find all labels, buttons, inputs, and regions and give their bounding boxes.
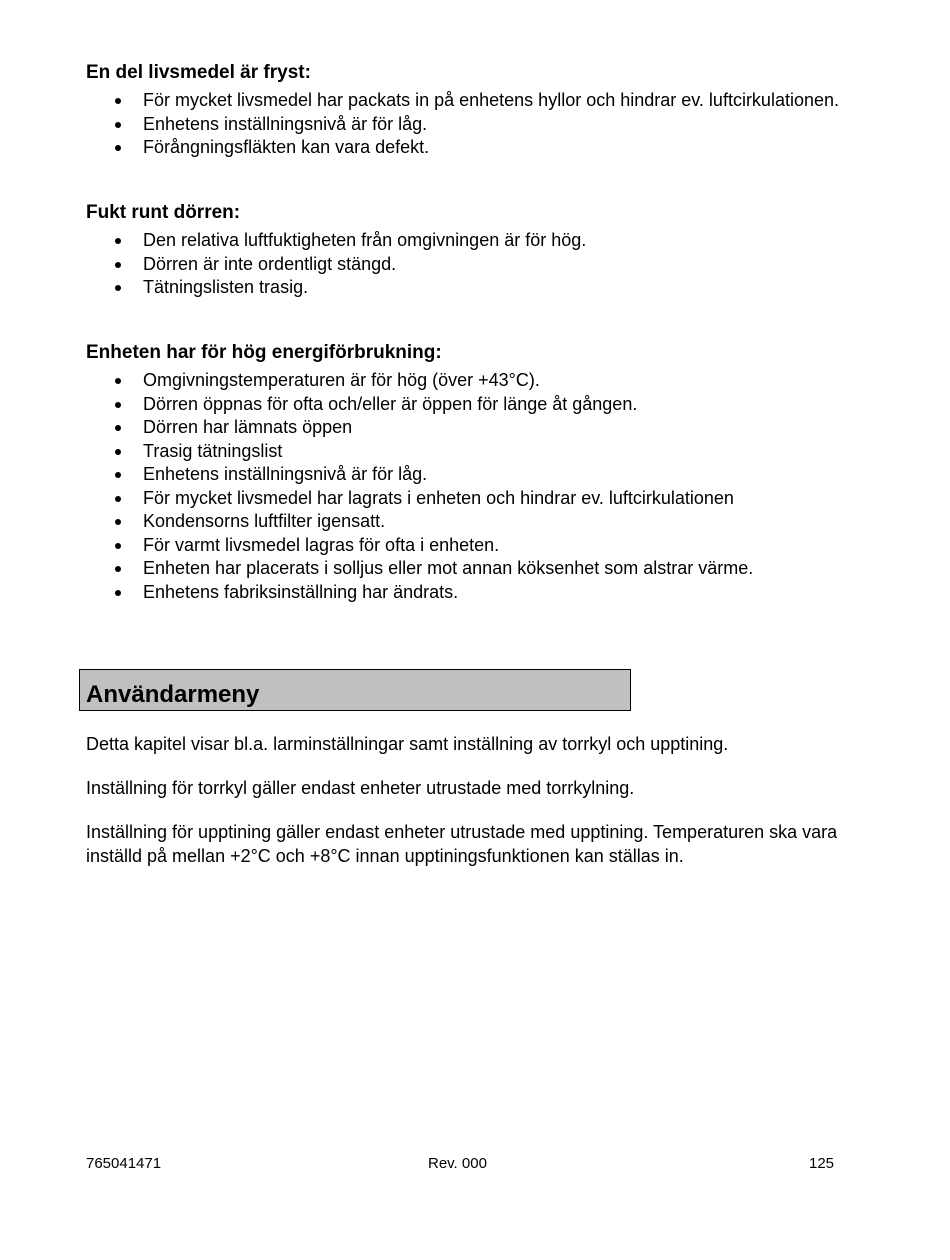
list-item (86, 393, 916, 417)
list-item (86, 253, 916, 277)
list-item (86, 276, 916, 300)
bullet-icon (115, 262, 121, 268)
bullet-icon (115, 145, 121, 151)
section-heading: En del livsmedel är fryst: (86, 62, 311, 83)
list-item-text: Kondensorns luftfilter igensatt. (143, 511, 386, 531)
chapter-paragraph: Inställning för upptining gäller endast enheter utrustade med upptining. Temperaturen ska vara inställd på mellan +2°C och +8°C innan upptiningsfunktionen kan ställas in. (86, 822, 838, 866)
list-item-text: Dörren har lämnats öppen (143, 417, 353, 437)
bullet-icon (115, 449, 121, 455)
list-item-text: Förångningsfläkten kan vara defekt. (143, 137, 430, 157)
list-item-text: Enheten har placerats i solljus eller mot annan köksenhet som alstrar värme. (143, 558, 754, 578)
bullet-icon (115, 98, 121, 104)
list-item-text: För mycket livsmedel har lagrats i enheten och hindrar ev. luftcirkulationen (143, 487, 734, 508)
bullet-icon (115, 566, 121, 572)
list-item-text: Enhetens inställningsnivå är för låg. (143, 464, 428, 484)
bullet-icon (115, 402, 121, 408)
list-item-text: Trasig tätningslist (143, 440, 283, 461)
list-item-text: För mycket livsmedel har packats in på enhetens hyllor och hindrar ev. luftcirkulationen. (143, 90, 839, 110)
footer-page-number: 125 (809, 1155, 835, 1172)
list-item-text: Dörren är inte ordentligt stängd. (143, 253, 397, 274)
list-item-text: För varmt livsmedel lagras för ofta i enheten. (143, 534, 500, 555)
section-heading: Fukt runt dörren: (86, 202, 241, 223)
list-item (86, 136, 916, 160)
list-item-text: Dörren öppnas för ofta och/eller är öppen för länge åt gången. (143, 393, 638, 414)
list-item (86, 416, 916, 440)
bullet-icon (115, 425, 121, 431)
section-heading: Enheten har för hög energiförbrukning: (86, 342, 442, 363)
list-item (86, 581, 916, 605)
list-item (86, 534, 916, 558)
bullet-icon (115, 590, 121, 596)
bullet-icon (115, 519, 121, 525)
section-moisture-door (86, 201, 916, 300)
chapter-heading-box (79, 669, 631, 711)
list-item-text: Den relativa luftfuktigheten från omgivningen är för hög. (143, 230, 587, 250)
bullet-icon (115, 496, 121, 502)
chapter-paragraph: Inställning för torrkyl gäller endast enheter utrustade med torrkylning. (86, 778, 635, 798)
list-item (86, 557, 916, 581)
list-item (86, 369, 916, 393)
bullet-icon (115, 122, 121, 128)
list-item-text: Enhetens inställningsnivå är för låg. (143, 113, 428, 134)
bullet-icon (115, 543, 121, 549)
bullet-list (86, 229, 916, 300)
list-item (86, 113, 916, 137)
bullet-icon (115, 238, 121, 244)
list-item (86, 487, 916, 511)
list-item (86, 440, 916, 464)
bullet-list (86, 89, 916, 160)
bullet-icon (115, 285, 121, 291)
chapter-title: Användarmeny (86, 681, 260, 708)
footer-doc-number: 765041471 (86, 1155, 162, 1172)
list-item-text: Omgivningstemperaturen är för hög (över +43°C). (143, 370, 540, 390)
footer-revision: Rev. 000 (428, 1155, 487, 1172)
chapter-paragraph: Detta kapitel visar bl.a. larminställningar samt inställning av torrkyl och upptining. (86, 734, 729, 754)
list-item (86, 463, 916, 487)
bullet-icon (115, 378, 121, 384)
section-energy-consumption (86, 341, 916, 604)
bullet-list (86, 369, 916, 604)
list-item-text: Tätningslisten trasig. (143, 277, 309, 297)
list-item (86, 89, 916, 113)
bullet-icon (115, 472, 121, 478)
list-item (86, 510, 916, 534)
section-frozen-food (86, 61, 916, 160)
list-item (86, 229, 916, 253)
list-item-text: Enhetens fabriksinställning har ändrats. (143, 581, 459, 602)
